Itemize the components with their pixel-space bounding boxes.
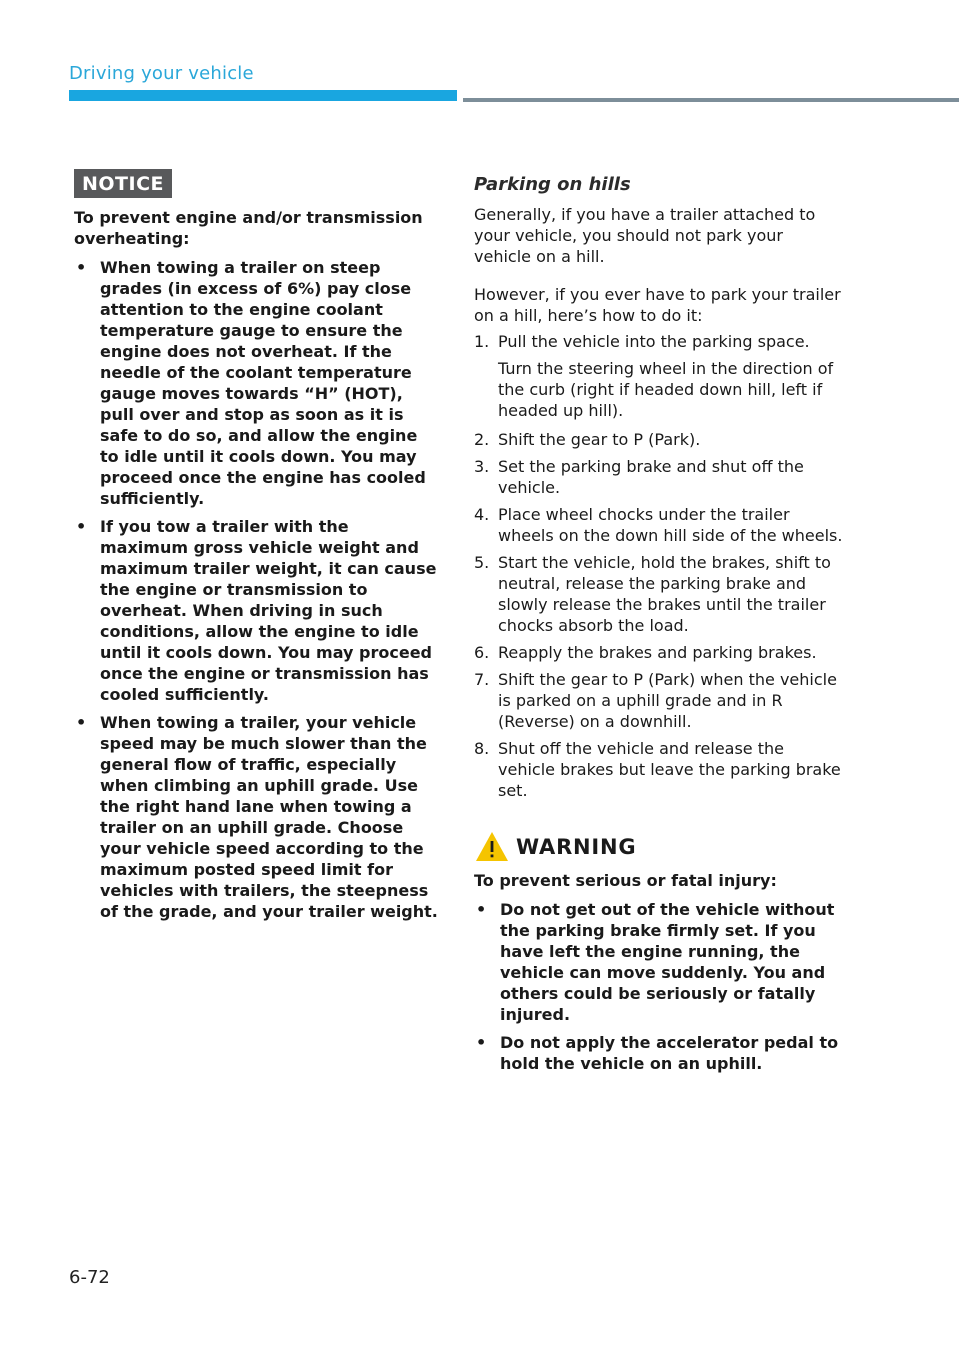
step-number: 3. [474,457,490,476]
parking-para-1: Generally, if you have a trailer attached to your vehicle, you should not park your vehicle on a hill. [474,205,816,266]
list-item [74,712,440,922]
warning-bullet-text: Do not get out of the vehicle without the parking brake firmly set. If you have left the engine running, the vehicle can move suddenly. You and others could be seriously or fatally injured. [500,900,835,1024]
page-number: 6-72 [69,1267,110,1288]
step-number: 7. [474,670,490,689]
list-item [474,429,844,450]
step-1-subtext: Turn the steering wheel in the direction of the curb (right if headed down hill, left if headed up hill). [498,359,834,420]
list-item [474,1032,844,1074]
bullet-icon: • [76,258,87,277]
step-text: Reapply the brakes and parking brakes. [498,643,817,662]
step-text: Start the vehicle, hold the brakes, shift to neutral, release the parking brake and slowly release the brakes until the trailer chocks absorb the load. [498,553,831,635]
parking-steps-continued [474,429,844,801]
step-number: 2. [474,430,490,449]
notice-bullet-text: If you tow a trailer with the maximum gross vehicle weight and maximum trailer weight, it can cause the engine or transmission to overheat. When driving in such conditions, allow the engine to idle until it cools down. You may proceed once the engine or transmission has cooled sufficiently. [100,517,437,704]
notice-bullet-text: When towing a trailer on steep grades (in excess of 6%) pay close attention to the engine coolant temperature gauge to ensure the engine does not overheat. If the needle of the coolant temperature gauge moves towards “H” (HOT), pull over and stop as soon as it is safe to do so, and allow the engine to idle until it cools down. You may proceed once the engine has cooled sufficiently. [100,258,426,508]
bullet-icon: • [476,900,487,919]
list-item [74,516,440,705]
step-text: Shift the gear to P (Park) when the vehicle is parked on a uphill grade and in R (Reverse) on a downhill. [498,670,837,731]
parking-heading: Parking on hills [474,174,631,195]
list-item [474,552,844,636]
bullet-icon: • [476,1033,487,1052]
header-rule-gray [463,98,959,102]
list-item [474,642,844,663]
notice-badge: NOTICE [74,169,172,198]
step-text: Set the parking brake and shut off the vehicle. [498,457,804,497]
step-number: 5. [474,553,490,572]
section-title: Driving your vehicle [69,63,254,84]
warning-bullet-text: Do not apply the accelerator pedal to hold the vehicle on an uphill. [500,1033,839,1073]
list-item [474,669,844,732]
warning-label: WARNING [516,835,637,859]
step-text: Pull the vehicle into the parking space. [498,332,810,351]
step-text: Shift the gear to P (Park). [498,430,701,449]
parking-section [474,173,844,1081]
warning-intro: To prevent serious or fatal injury: [474,871,777,890]
bullet-icon: • [76,713,87,732]
step-text: Shut off the vehicle and release the vehicle brakes but leave the parking brake set. [498,739,841,800]
parking-steps [474,331,844,352]
step-number: 6. [474,643,490,662]
notice-bullet-text: When towing a trailer, your vehicle speed may be much slower than the general flow of traffic, especially when climbing an uphill grade. Use the right hand lane when towing a trailer on an uphill grade. Choose your vehicle speed according to the maximum posted speed limit for vehicles with trailers, the steepness of the grade, and your trailer weight. [100,713,438,921]
step-number: 1. [474,332,490,351]
step-number: 8. [474,739,490,758]
notice-intro: To prevent engine and/or transmission overheating: [74,208,423,248]
header-rule-accent [69,90,457,101]
list-item [474,456,844,498]
step-text: Place wheel chocks under the trailer wheels on the down hill side of the wheels. [498,505,843,545]
list-item [474,331,844,352]
list-item [74,257,440,509]
parking-para-2: However, if you ever have to park your trailer on a hill, here’s how to do it: [474,285,841,325]
warning-bullet-list [474,899,844,1074]
list-item [474,504,844,546]
warning-triangle-icon [474,830,510,864]
step-number: 4. [474,505,490,524]
notice-box [74,169,440,929]
bullet-icon: • [76,517,87,536]
notice-bullet-list [74,257,440,922]
list-item [474,899,844,1025]
warning-header [474,830,844,864]
list-item [474,738,844,801]
